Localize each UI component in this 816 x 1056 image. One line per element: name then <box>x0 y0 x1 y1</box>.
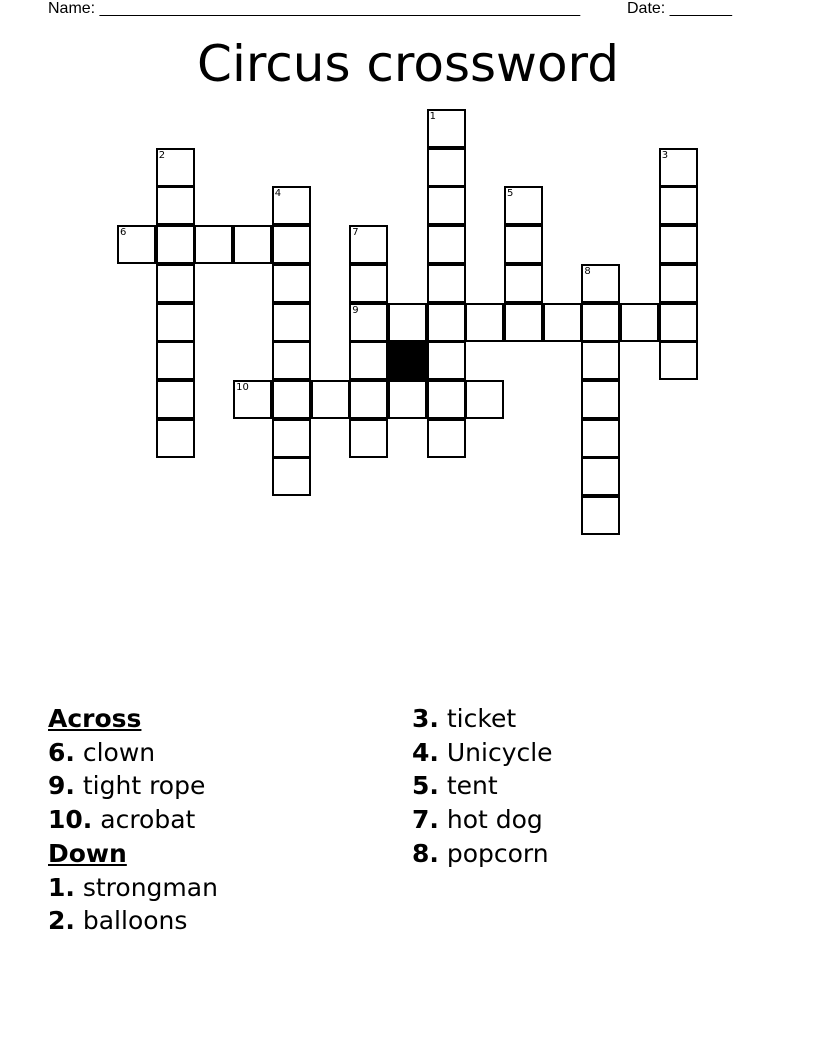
clue-number: 9. <box>48 771 75 801</box>
clue-number: 1. <box>48 872 75 902</box>
grid-cell[interactable] <box>156 341 195 380</box>
grid-cell[interactable] <box>581 380 620 419</box>
grid-cell[interactable] <box>427 264 466 303</box>
grid-cell[interactable] <box>543 303 582 342</box>
grid-cell[interactable] <box>349 264 388 303</box>
grid-cell[interactable] <box>272 303 311 342</box>
grid-cell[interactable] <box>388 303 427 342</box>
grid-cell[interactable] <box>233 225 272 264</box>
grid-cell[interactable] <box>272 186 311 225</box>
grid-cell[interactable] <box>349 380 388 419</box>
clue-across-9 <box>48 769 218 803</box>
grid-cell[interactable] <box>659 303 698 342</box>
clue-text: hot dog <box>446 805 543 835</box>
cell-number: 1 <box>429 111 436 122</box>
clue-text: ticket <box>446 704 517 733</box>
grid-cell[interactable] <box>194 225 233 264</box>
grid-cell[interactable] <box>659 186 698 225</box>
grid-cell[interactable] <box>659 264 698 303</box>
grid-cell[interactable] <box>620 303 659 342</box>
grid-cell[interactable] <box>581 264 620 303</box>
clue-number: 10. <box>48 805 93 835</box>
grid-cell[interactable] <box>117 225 156 264</box>
grid-cell[interactable] <box>465 380 504 419</box>
grid-cell[interactable] <box>465 303 504 342</box>
grid-cell[interactable] <box>659 225 698 264</box>
grid-cell[interactable] <box>349 341 388 380</box>
clue-text: acrobat <box>100 805 196 835</box>
grid-cell[interactable] <box>504 303 543 342</box>
cell-number: 6 <box>120 227 127 239</box>
grid-cell[interactable] <box>659 341 698 380</box>
cell-number: 5 <box>507 188 514 200</box>
clue-number: 4. <box>412 737 439 767</box>
clue-down-3 <box>412 702 553 736</box>
grid-cell[interactable] <box>427 186 466 225</box>
grid-cell[interactable] <box>156 225 195 264</box>
grid-cell[interactable] <box>272 419 311 458</box>
grid-cell[interactable] <box>427 341 466 380</box>
clue-text: Unicycle <box>446 737 553 767</box>
clue-text: tight rope <box>82 771 206 801</box>
grid-cell[interactable] <box>427 419 466 458</box>
grid-cell[interactable] <box>388 380 427 419</box>
down-heading: Down <box>48 838 127 868</box>
clue-text: clown <box>82 737 156 767</box>
grid-cell[interactable] <box>311 380 350 419</box>
grid-cell[interactable] <box>427 109 466 148</box>
grid-cell[interactable] <box>581 496 620 535</box>
grid-cell[interactable] <box>349 419 388 458</box>
grid-cell[interactable] <box>581 419 620 458</box>
clue-number: 3. <box>412 704 439 733</box>
cell-number: 4 <box>274 188 282 200</box>
clue-down-1 <box>48 871 218 905</box>
clue-down-4 <box>412 736 553 770</box>
clue-number: 5. <box>412 771 439 801</box>
clue-down-2 <box>48 904 218 938</box>
clue-text: tent <box>446 771 498 801</box>
black-cell <box>388 341 427 380</box>
grid-cell[interactable] <box>233 380 272 419</box>
grid-cell[interactable] <box>272 457 311 496</box>
cell-number: 3 <box>661 149 669 161</box>
grid-cell[interactable] <box>427 303 466 342</box>
grid-cell[interactable] <box>504 264 543 303</box>
page-title: Circus crossword <box>197 35 619 93</box>
grid-cell[interactable] <box>156 303 195 342</box>
clue-number: 7. <box>412 805 439 835</box>
grid-cell[interactable] <box>272 225 311 264</box>
grid-cell[interactable] <box>156 264 195 303</box>
grid-cell[interactable] <box>504 225 543 264</box>
grid-cell[interactable] <box>659 148 698 187</box>
grid-cell[interactable] <box>581 303 620 342</box>
cell-number: 7 <box>352 227 359 239</box>
cell-number: 9 <box>352 304 359 316</box>
name-field[interactable]: Name: ______________________________________________________ <box>48 0 581 17</box>
grid-cell[interactable] <box>504 186 543 225</box>
clue-column-right <box>412 702 553 871</box>
grid-cell[interactable] <box>349 303 388 342</box>
clue-down-7 <box>412 803 553 837</box>
clue-text: balloons <box>82 906 188 936</box>
across-heading: Across <box>48 704 142 733</box>
clue-number: 6. <box>48 737 75 767</box>
grid-cell[interactable] <box>156 419 195 458</box>
grid-cell[interactable] <box>581 341 620 380</box>
clue-number: 8. <box>412 838 439 868</box>
grid-cell[interactable] <box>272 341 311 380</box>
clue-across-6 <box>48 736 218 770</box>
clue-across-10 <box>48 803 218 837</box>
grid-cell[interactable] <box>156 380 195 419</box>
grid-cell[interactable] <box>272 264 311 303</box>
grid-cell[interactable] <box>581 457 620 496</box>
clue-column-left <box>48 702 218 938</box>
grid-cell[interactable] <box>349 225 388 264</box>
clue-number: 2. <box>48 906 75 936</box>
grid-cell[interactable] <box>427 148 466 187</box>
grid-cell[interactable] <box>156 148 195 187</box>
grid-cell[interactable] <box>427 225 466 264</box>
grid-cell[interactable] <box>272 380 311 419</box>
clue-text: popcorn <box>446 838 549 868</box>
date-field[interactable]: Date: _______ <box>627 0 732 17</box>
clue-down-8 <box>412 837 553 871</box>
grid-cell[interactable] <box>156 186 195 225</box>
clue-down-5 <box>412 769 553 803</box>
grid-cell[interactable] <box>427 380 466 419</box>
cell-number: 10 <box>236 381 249 393</box>
cell-number: 2 <box>158 149 166 161</box>
cell-number: 8 <box>584 265 591 277</box>
clue-text: strongman <box>82 872 218 902</box>
